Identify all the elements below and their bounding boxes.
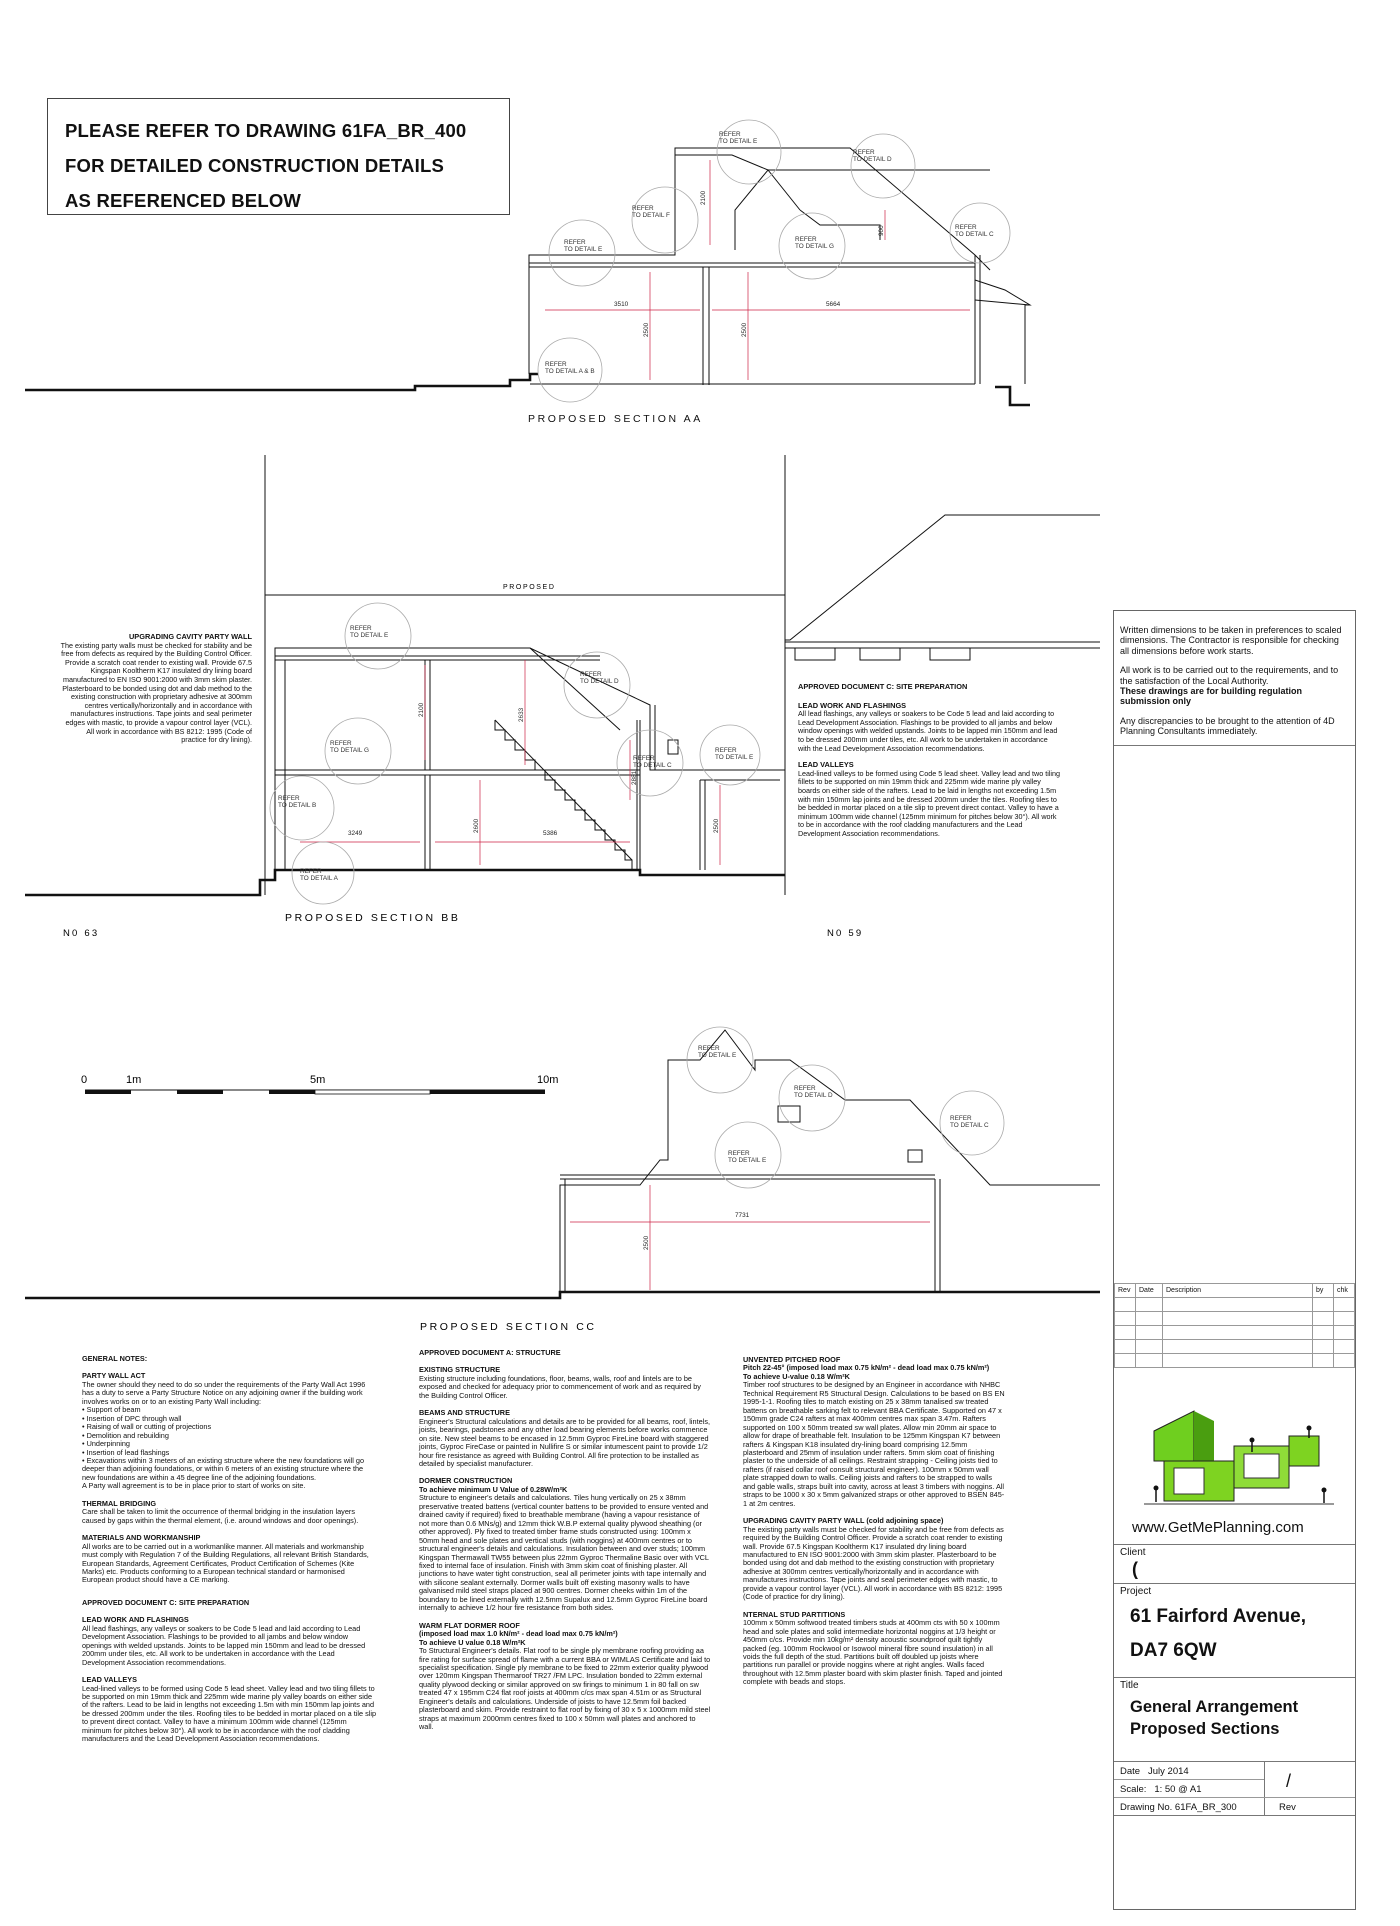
materials-body: All works are to be carried out in a workmanlike manner. All materials and workmanship must comply with Regulation 7 of the Building Regulations, all relevant British Standards, European Standards, Agreement Certificates, Product Certification of Schemes (Kite Marks) etc. Products conforming to a European technical standard or harmonised European product should have a CE marking. [82,1541,369,1585]
dim-2500-a: 2500 [643,322,650,337]
flat-sub1: (imposed load max 1.0 kN/m² - dead load max 0.75 kN/m²) [419,1629,618,1639]
dim-2600: 2600 [473,818,480,833]
date-label: Date [1120,1766,1141,1777]
thermal-body: Care shall be taken to limit the occurrence of thermal bridging in the insulation layers caused by gaps within the thermal element, (i.e. around windows and door openings). [82,1507,359,1525]
section-bb-title: PROPOSED SECTION BB [285,912,461,924]
drawing-row [1120,1802,1237,1813]
getmeplanning-logo [1134,1406,1344,1516]
project-line-2: DA7 6QW [1130,1640,1217,1661]
dim-2100: 2100 [700,190,707,205]
ref-label-d-cc: REFER TO DETAIL D [794,1085,833,1099]
section-aa [25,120,1030,405]
pwa-item: • Insertion of lead flashings [82,1447,170,1457]
rev-slash: / [1286,1771,1292,1791]
party-wall-note-heading: UPGRADING CAVITY PARTY WALL [128,632,252,641]
dim-7731: 7731 [735,1212,750,1219]
party-wall-note-body: The existing party walls must be checked for stability and be free from defects as required by the Building Control Officer. Provide a scratch coat render to existing wall. Provide 67.5 Kingspan Kooltherm K17 insulated dry lining board manufactured to EN ISO 9001:2000 with 3mm skim plaster. Plasterboard to be bonded using dot and dab method to the existing construction with proprietary adhesive at 300mm centres vertically/horizontally and in accordance with manufactures instructions. Tape joints and seal perimeter edges with mastic, to provide a vapour control layer (VCL). All work in accordance with BS 8212: 1995 (Code of practice for dry lining). [60,640,252,745]
dim-2500-cc: 2500 [643,1235,650,1250]
site-prep-valley-body: Lead-lined valleys to be formed using Code 5 lead sheet. Valley lead and two tiling fillets to be supported on min 19mm thick and 225mm wide marine ply valley boards on either side of the rafters. Lead to be laid in lengths not exceeding 1.5m with min 150mm lap joints and be dressed 200mm under the tiles. Roofing tiles to be bedded in mortar placed on a tile slip to prevent direct contact. Valley to have a minimum 100mm wide channel (125mm minimum for pitches below 30°). All work to be in accordance with the roof cladding manufacturers and the Lead Development Association recommendations. [798,768,1060,838]
site-prep-lead-body: All lead flashings, any valleys or soakers to be Code 5 lead and laid according to Lead Development Association. Flashings to be provided to all jambs and below window openings with welded upstands. Joints to be lapped min 150mm and lead to be dressed 200mm under tiles, etc. All work to be undertaken in accordance with the Lead Development Association recommendations. [798,709,1058,753]
site-prep-heading: APPROVED DOCUMENT C: SITE PREPARATION [798,682,968,691]
party-body: The existing party walls must be checked for stability and be free from defects as required by the Building Control Officer. Provide a scratch coat render to existing wall. Provide 67.5 Kingspan Kooltherm K17 insulated dry lining board manufactured to EN ISO 9001:2000 with 3mm skim plaster. Plasterboard to be bonded using dot and dab method to the existing construction with proprietary adhesive at 300mm centres vertically/horizontally and in accordance with manufactures instructions. Tape joints and seal perimeter edges with mastic, to provide a vapour control layer (VCL). All work in accordance with BS 8212: 1995 (Code of practice for dry lining). [743,1524,1004,1602]
roof-sub1: Pitch 22-45° (imposed load max 0.75 kN/m² - dead load max 0.75 kN/m²) [743,1363,990,1373]
title-block [1113,610,1356,1910]
section-aa-title: PROPOSED SECTION AA [528,413,703,425]
ref-label-e-cc: REFER TO DETAIL E [698,1045,737,1059]
dim-2633: 2633 [518,707,525,722]
project-line-1: 61 Fairford Avenue, [1130,1606,1306,1627]
ref-label-g-bb: REFER TO DETAIL G [330,740,369,754]
pwa-body: The owner should they need to do so under the requirements of the Party Wall Act 1996 has a duty to serve a Party Structure Notice on any adjoining owner if the building work involves works on or to an existing Party Wall including: [82,1379,366,1406]
ref-label-ab: REFER TO DETAIL A & B [545,361,595,375]
scale-value: 1: 50 @ A1 [1154,1784,1202,1795]
flat-sub2: To achieve U value 0.18 W/m²K [419,1637,526,1647]
thermal-heading: THERMAL BRIDGING [82,1498,157,1508]
general-notes-heading: GENERAL NOTES: [82,1354,148,1363]
detail-ref-circle [564,652,630,718]
title-label: Title [1120,1680,1139,1691]
title-line-2: Proposed Sections [1130,1720,1280,1738]
materials-heading: MATERIALS AND WORKMANSHIP [82,1533,201,1543]
stud-heading: NTERNAL STUD PARTITIONS [743,1609,846,1619]
project-label: Project [1120,1586,1152,1597]
general-notes-column [82,1355,378,1744]
scale-0: 0 [81,1074,88,1086]
pwa-item: • Underpinning [82,1439,130,1449]
date-row [1120,1766,1189,1777]
dim-5664: 5664 [826,301,841,308]
flat-body: To Structural Engineer's details. Flat roof to be single ply membrane roofing providing aa fire rating for surface spread of flame with a current BBA or WIMLAS Certificate and laid to specialist specification. Single ply membrane to be fixed to 22mm exterior quality plywood over 120mm Kingspan Thermaroof TR27 /FM LPC. Insulation bonded to 22mm external quality plywood decking or similar approved on sw firings to minimum 1 in 80 fall on sw treated 47 x 195mm C24 flat roof joists at 400mm c/cs max span 4.51m or as Structural Engineer's details and calculations. Underside of joists to have 12.5mm foil backed plasterboard and skim. Provide restraint to flat roof by fixing of 30 x 5 x 1000mm mild steel straps at maximum 2000mm centres fixed to 100 x 50mm wall plates and anchored to wall. [419,1646,711,1732]
notice-line-3: AS REFERENCED BELOW [65,190,302,211]
ref-label-d-bb: REFER TO DETAIL D [580,671,619,685]
divider [1114,745,1355,746]
date-col: Date [1136,1284,1163,1298]
date-value: July 2014 [1148,1766,1189,1777]
ref-label-c-bb: REFER TO DETAIL C [633,755,672,769]
structure-heading: APPROVED DOCUMENT A: STRUCTURE [419,1348,561,1357]
detail-ref-circle [632,187,698,253]
pwa-item: • Demolition and rebuilding [82,1430,169,1440]
title-block-notes [1114,611,1355,737]
scale-1m: 1m [126,1074,142,1086]
pwa-item: • Raising of wall or cutting of projections [82,1422,212,1432]
ref-label-e2-cc: REFER TO DETAIL E [728,1150,767,1164]
drawing-value: 61FA_BR_300 [1174,1802,1237,1813]
scale-bar [81,1074,558,1094]
stud-body: 100mm x 50mm softwood treated timbers studs at 400mm cts with 50 x 100mm head and sole plates and solid intermediate horizontal noggins at 1/3 height or 450mm c/cs. Provide min 10kg/m² density acoustic soundproof quilt tightly packed (eg. 100mm Rockwool or Isowool mineral fibre sound insulation) in all voids the full depth of the stud. Partitions built off doubled up joists where partitions run parallel or provide noggins where at right angles. Walls faced throughout with 12.5mm plaster board with skim plaster finish. Taped and jointed complete with beads and stops. [743,1618,1003,1687]
no-59-label: N0 59 [827,928,864,939]
dim-3510: 3510 [614,301,629,308]
section-cc [25,1027,1100,1330]
description-col: Description [1163,1284,1313,1298]
party-heading: UPGRADING CAVITY PARTY WALL (cold adjoining space) [743,1516,944,1526]
dim-900: 900 [878,225,885,236]
by-col: by [1313,1284,1334,1298]
ref-label-e2: REFER TO DETAIL E [564,239,603,253]
revision-table [1114,1283,1355,1368]
rev-col: Rev [1115,1284,1136,1298]
client-label: Client [1120,1547,1146,1558]
no-63-label: N0 63 [63,928,100,939]
site-prep-note [798,683,1060,839]
dormer-heading: DORMER CONSTRUCTION [419,1476,513,1486]
detail-ref-circle [717,120,781,184]
roof-notes-column [743,1356,1005,1687]
note-1: Written dimensions to be taken in preferences to scaled dimensions. The Contractor is responsible for checking all dimensions before work starts. [1120,625,1342,656]
pwa-item: • Insertion of DPC through wall [82,1413,182,1423]
roof-heading: UNVENTED PITCHED ROOF [743,1355,841,1364]
scale-row [1120,1784,1201,1795]
roof-body: Timber roof structures to be designed by an Engineer in accordance with NHBC Technical Requirement R5 Structural Design. Calculations to be based on BS EN 1995-1-1. Roofing tiles to match existing on 25 x 38mm tanalised sw treated battens on breathable sarking felt to relevant BBA Certificate. Supported on 47 x 150mm grade C24 rafters at max 400mm centres max span 3.47m. Rafters supported on 100 x 50mm treated sw wall plates. Allow min 20mm air space to allow for drape of breathable felt. Insulation to be 125mm Kingspan K7 between rafters & Kingspan K18 insulated dry-lining board comprising 12.5mm plasterboard and 25mm of insulation under rafters. 5mm skim coat of finishing plaster to the underside of all ceilings. Restraint strapping - Ceiling joists tied to rafters (if raised collar roof consult structural engineer). 100mm x 50mm wall plate strapped down to walls. Ceiling joists and rafters to be strapped to walls and gable walls, straps built into cavity, across at least 3 timbers with noggins. All straps to be 1000 x 30 x 5mm galvanized straps or other approved to BSEN 845-1 at 2m centres. [743,1380,1005,1508]
pwa-heading: PARTY WALL ACT [82,1371,146,1381]
pwa-item: • Excavations within 3 meters of an existing structure where the new foundations will go deeper than adjoining foundations, or within 6 meters of an existing structure where the new foundations are within a 45 degree line of the adjoining foundations. [82,1455,365,1482]
existing-body: Existing structure including foundations, floor, beams, walls, roof and lintels are to be exposed and checked for adequacy prior to commencement of work and as required by the Building Control Officer. [419,1373,701,1400]
pwa-item: • Support of beam [82,1405,141,1415]
notice-line-2: FOR DETAILED CONSTRUCTION DETAILS [65,155,444,176]
scale-label: Scale: [1120,1784,1147,1795]
structure-notes-column [419,1349,711,1732]
beams-heading: BEAMS AND STRUCTURE [419,1408,510,1418]
ref-label-a-bb: REFER TO DETAIL A [300,868,338,882]
flat-heading: WARM FLAT DORMER ROOF [419,1620,520,1630]
site-prep-valley-heading: LEAD VALLEYS [798,760,854,770]
scale-5m: 5m [310,1074,326,1086]
ref-label-e-bb: REFER TO DETAIL E [350,625,389,639]
ref-label-f: REFER TO DETAIL F [632,205,670,219]
notice-line-1: PLEASE REFER TO DRAWING 61FA_BR_400 [65,120,467,141]
ref-label-d: REFER TO DETAIL D [853,149,892,163]
site-prep-lead-heading: LEAD WORK AND FLASHINGS [798,700,907,710]
proposed-label: PROPOSED [503,584,556,591]
note-3: Any discrepancies to be brought to the attention of 4D Planning Consultants immediately. [1120,715,1335,737]
client-value: ( [1132,1559,1138,1579]
note-2: All work is to be carried out to the requirements, and to the satisfaction of the Local Authority. [1120,665,1339,686]
ref-label-g: REFER TO DETAIL G [795,236,834,250]
drawing-label: Drawing No. [1120,1802,1173,1813]
lead-heading: LEAD WORK AND FLASHINGS [82,1615,189,1625]
ref-label-c-cc: REFER TO DETAIL C [950,1115,989,1129]
beams-body: Engineer's Structural calculations and details are to be provided for all beams, roof, lintels, joists, bearings, padstones and any other load bearing elements before works commence on site. New steel beams to be encased in 12.5mm Gyproc FireLine board with staggered joints, Gyproc FireCase or painted in Nullifire S or similar intumescent paint to provide 1/2 hour fire resistance as agreed with Building Control. All fire protection to be installed as detailed by specialist manufacturer. [419,1416,710,1468]
dim-2881: 2881 [631,770,638,785]
dim-3249: 3249 [348,830,363,837]
note-bold: These drawings are for building regulation submission only [1120,686,1303,707]
existing-heading: EXISTING STRUCTURE [419,1365,501,1375]
dim-2500-b: 2500 [741,322,748,337]
ref-label-e2-bb: REFER TO DETAIL E [715,747,754,761]
website-url[interactable]: www.GetMePlanning.com [1132,1519,1304,1536]
rev-label: Rev [1279,1802,1296,1813]
detail-ref-circle [851,134,915,198]
section-cc-title: PROPOSED SECTION CC [420,1321,597,1330]
chk-col: chk [1334,1284,1355,1298]
party-wall-note [60,633,252,745]
scale-10m: 10m [537,1074,559,1086]
ref-label-c: REFER TO DETAIL C [955,224,994,238]
pwa-end: A Party wall agreement is to be in place prior to start of works on site. [82,1481,306,1491]
title-line-1: General Arrangement [1130,1698,1299,1716]
roof-sub2: To achieve U-value 0.18 W/m²K [743,1371,850,1381]
siteprep-heading: APPROVED DOCUMENT C: SITE PREPARATION [82,1597,250,1607]
lead-body: All lead flashings, any valleys or soakers to be Code 5 lead and laid according to Lead Development Association. Flashings to be provided to all jambs and below window openings with welded upstands. Joints to be lapped min 150mm and lead to be dressed 200mm under tiles, etc. All work to be undertaken in accordance with the Lead Development Association recommendations. [82,1623,366,1667]
dim-5386: 5386 [543,830,558,837]
ref-label-b-bb: REFER TO DETAIL B [278,795,317,809]
dormer-sub: To achieve minimum U Value of 0.28W/m²K [419,1484,568,1494]
valley-body: Lead-lined valleys to be formed using Code 5 lead sheet. Valley lead and two tiling fillets to be supported on min 19mm thick and 225mm wide marine ply valley boards on either side of the rafters. Lead to be laid in lengths not exceeding 1.5m with min 150mm lap joints and be dressed 200mm under the tiles. Roofing tiles to be bedded in mortar placed on a tile slip to prevent direct contact. Valley to have a minimum 100mm wide channel (125mm minimum for pitches below 30°). All work to be in accordance with the roof cladding manufacturers and the Lead Development Association recommendations. [82,1683,377,1744]
dim-2500-bb: 2500 [713,818,720,833]
detail-ref-circle [549,220,615,286]
ref-label-e: REFER TO DETAIL E [719,131,758,145]
valley-heading: LEAD VALLEYS [82,1675,138,1685]
dim-2100-bb: 2100 [418,702,425,717]
dormer-body: Structure to engineer's details and calculations. Tiles hung vertically on 25 x 38mm preservative treated battens (vertical counter battens to be provided to ensure vented and drained cavity if required) fixed to breathable membrane (having a vapour resistance of not more than 0.6 MNs/g) and 12mm thick W.B.P external quality plywood sheathing (or other approved). Ply fixed to treated timber frame studs constructed using: 100mm x 50mm head and sole plates and vertical studs (with noggins) at 400mm centres or to structural engineer's details and calculations. Insulation between and over studs; 100mm Kingspan Thermawall TW55 between plus 22mm Gyproc Thermaline Basic over with VCL fixed to internal face of insulation. Finish with 3mm skim coat of finishing plaster. All junctions to have water tight construction, seal all perimeter joints with tape internally and with silicone sealant externally. Dormer walls built off existing masonry walls to have galvanised mild steel straps placed at 900 centres. Dormer cheeks within 1m of the boundary to be lined externally with 12.5mm Supalux and 12.5mm Gyproc FireLine board internally to achieve 1/2 hour fire resistance from both sides. [419,1493,709,1613]
